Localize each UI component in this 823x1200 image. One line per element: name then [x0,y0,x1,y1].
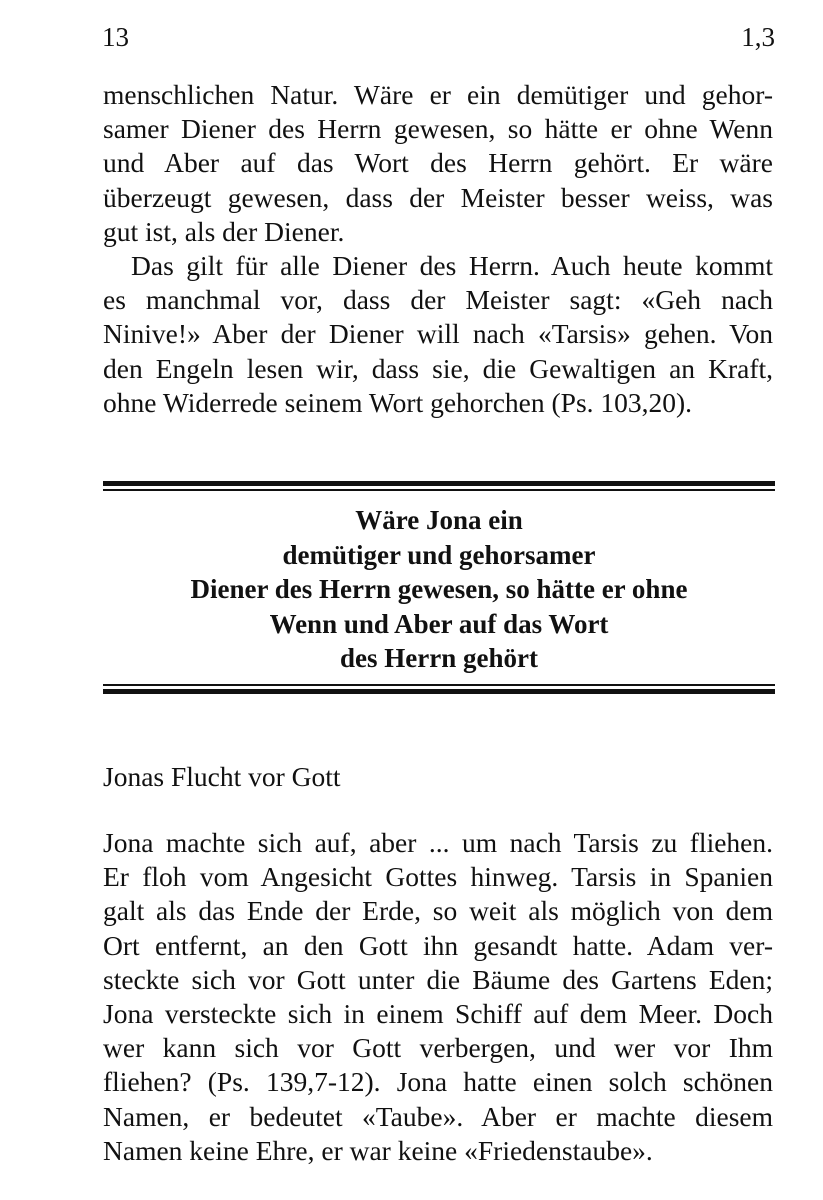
paragraph-2 [103,249,773,420]
page-number: 13 [102,22,129,52]
pullquote-line: des Herrn gehört [340,643,538,673]
text-line: Jona machte sich auf, aber ... um nach Tarsis zu fliehen. [103,827,773,858]
text-line: Er floh vom Angesicht Gottes hinweg. Tarsis in Spanien [103,861,773,893]
text-line: es manchmal vor, dass der Meister sagt: «Geh nach [103,284,773,316]
paragraph-1 [103,78,773,249]
text-line: Ninive!» Aber der Diener will nach «Tarsis» gehen. Von [103,318,773,350]
pullquote-line: demütiger und gehorsamer [282,539,596,570]
text-line: steckte sich vor Gott unter die Bäume des Gartens Eden; [103,963,773,995]
pullquote-line: Wenn und Aber auf das Wort [269,608,609,639]
text-line: menschlichen Natur. Wäre er ein demütiger und gehor- [103,79,773,110]
text-line: den Engeln lesen wir, dass sie, die Gewaltigen an Kraft, [103,352,773,384]
text-line: wer kann sich vor Gott verbergen, und wer vor Ihm [103,1032,773,1064]
text-line: Namen keine Ehre, er war keine «Friedenstaube». [103,1134,653,1166]
section-reference: 1,3 [741,22,775,52]
text-line: gut ist, als der Diener. [103,215,345,247]
text-line: Das gilt für alle Diener des Herrn. Auch heute kommt [131,250,773,281]
text-line: samer Diener des Herrn gewesen, so hätte er ohne Wenn [103,113,773,145]
section-heading: Jonas Flucht vor Gott [103,761,341,792]
text-line: fliehen? (Ps. 139,7-12). Jona hatte einen solch schönen [103,1066,773,1098]
pullquote-bottom-rule [103,684,775,694]
paragraph-3 [103,826,773,1168]
text-line: Jona versteckte sich in einem Schiff auf dem Meer. Doch [103,998,773,1030]
text-line: überzeugt gewesen, dass der Meister besser weiss, was [103,181,773,213]
pullquote-line: Diener des Herrn gewesen, so hätte er ohne [190,574,688,604]
text-line: und Aber auf das Wort des Herrn gehört. Er wäre [103,147,773,179]
pullquote-top-rule [103,481,775,491]
text-line: ohne Widerrede seinem Wort gehorchen (Ps. 103,20). [103,386,693,418]
pullquote-line: Wäre Jona ein [355,505,523,535]
text-line: Namen, er bedeutet «Taube». Aber er machte diesem [103,1100,773,1132]
text-line: Ort entfernt, an den Gott ihn gesandt hatte. Adam ver- [103,929,773,961]
pullquote [103,503,775,676]
text-line: galt als das Ende der Erde, so weit als möglich von dem [103,895,773,927]
